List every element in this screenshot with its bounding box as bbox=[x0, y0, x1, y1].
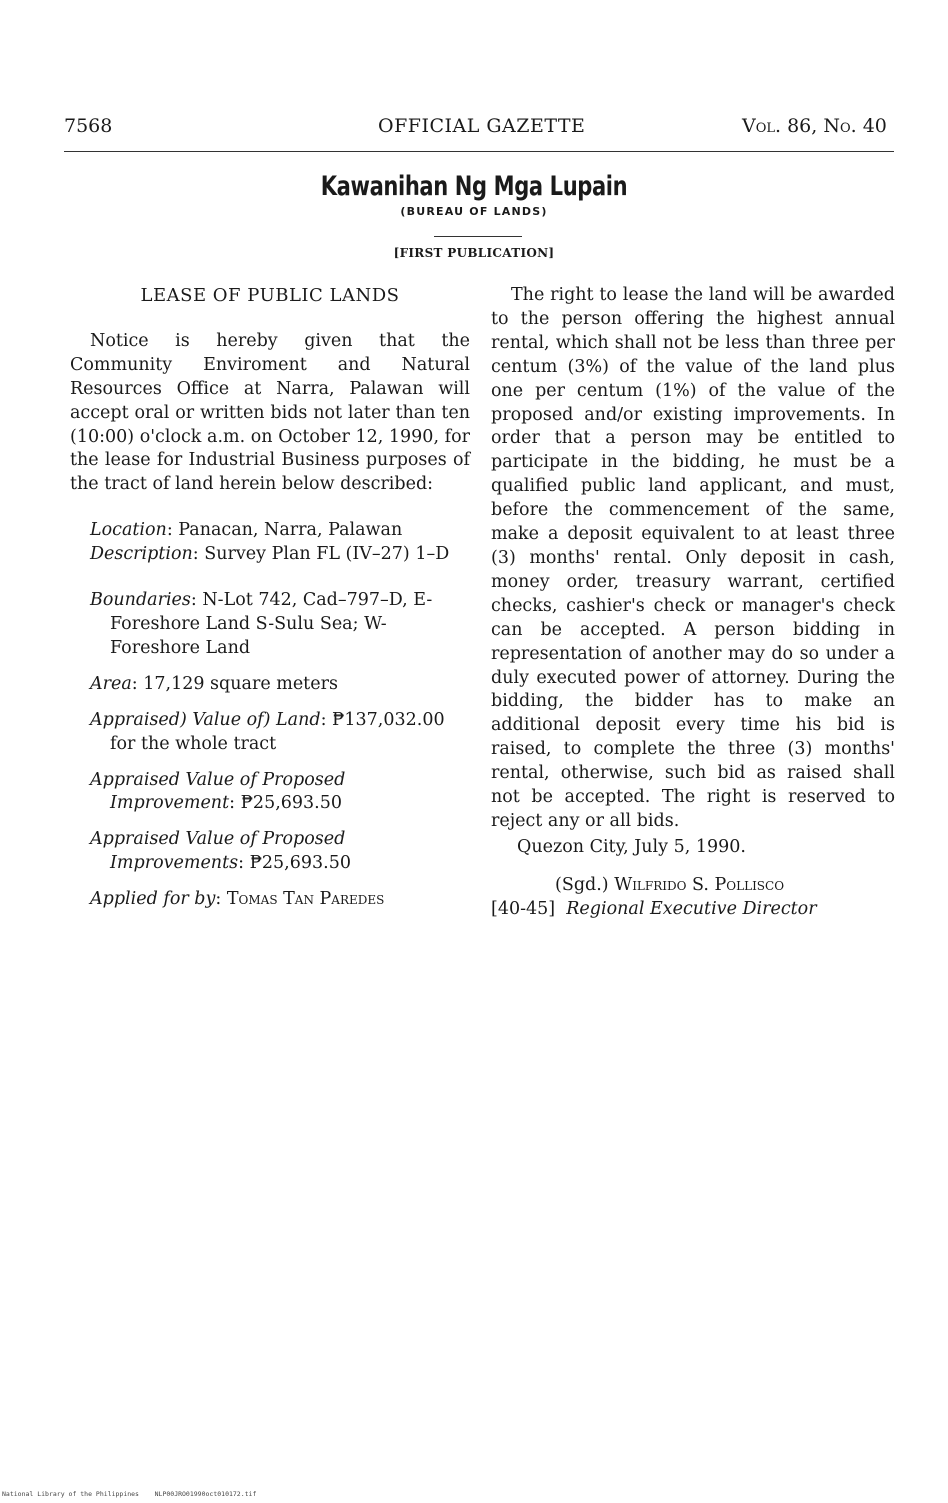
volume-issue: Vol. 86, No. 40 bbox=[742, 115, 887, 137]
place-date: Quezon City, July 5, 1990. bbox=[517, 836, 746, 857]
notice-left-column bbox=[70, 284, 470, 912]
item-location: Location: Panacan, Narra, Palawan bbox=[90, 520, 403, 541]
scan-footer bbox=[2, 1490, 256, 1498]
signature-line: (Sgd.) Wilfrido S. Pollisco bbox=[555, 874, 785, 895]
signatory-title: Regional Executive Director bbox=[566, 898, 817, 919]
footer-file-id: NLP00JRO01990oct010172.tif bbox=[154, 1490, 257, 1498]
signatory-title-line bbox=[491, 898, 895, 922]
item-improvement-value: Appraised Value of Proposed Improvement: ₱25,693.50 bbox=[90, 769, 346, 814]
item-description: Description: Survey Plan FL (IV–27) 1–D bbox=[90, 544, 450, 565]
item-area: Area: 17,129 square meters bbox=[90, 673, 338, 694]
footer-source: National Library of the Philippines bbox=[2, 1490, 139, 1498]
item-land-value: Appraised) Value of) Land: ₱137,032.00 for the whole tract bbox=[90, 709, 445, 754]
publication-title: OFFICIAL GAZETTE bbox=[378, 115, 586, 137]
agency-divider bbox=[434, 236, 522, 237]
agency-title: Kawanihan Ng Mga Lupain bbox=[320, 171, 628, 202]
signatory-name: Wilfrido S. Pollisco bbox=[614, 874, 785, 895]
notice-intro: Notice is hereby given that the Community Enviroment and Natural Resources Office at Narra, Palawan will accept oral or written bids not later than ten (10:00) o'clock a.m. on October 12, 1990, for the lease for Industrial Business purposes of the tract of land herein below described: bbox=[70, 330, 470, 495]
page-number: 7568 bbox=[64, 115, 113, 137]
publication-tag: [FIRST PUBLICATION] bbox=[393, 246, 555, 260]
applied-for-by: Applied for by: Tomas Tan Paredes bbox=[90, 889, 385, 910]
header-divider bbox=[64, 151, 894, 152]
notice-right-column bbox=[491, 284, 895, 922]
lease-terms: The right to lease the land will be awarded to the person offering the highest annual rental, which shall not be less than three per centum (3%) of the value of the land plus one per centum (1%) of the value of the proposed and/or existing improvements. In order that a person may be entitled to participate in the bidding, he must be a qualified public land applicant, and must, before the commencement of the same, make a deposit equivalent to at least three (3) months' rental. Only deposit in cash, money order, treasury warrant, certified checks, cashier's check or manager's check can be accepted. A person bidding in representation of another may do so under a duly executed power of attorney. During the bidding, the bidder has to make an additional deposit every time his bid is raised, to complete the three (3) months' rental, otherwise, such bid as raised shall not be accepted. The right is reserved to reject any or all bids. bbox=[491, 285, 895, 831]
issue-ref: [40-45] bbox=[491, 898, 556, 919]
applicant-name: Tomas Tan Paredes bbox=[226, 889, 385, 910]
item-boundaries: Boundaries: N-Lot 742, Cad–797–D, E-Foreshore Land S-Sulu Sea; W-Foreshore Land bbox=[90, 590, 433, 658]
agency-subtitle: (BUREAU OF LANDS) bbox=[400, 205, 548, 218]
item-improvements-value: Appraised Value of Proposed Improvements: ₱25,693.50 bbox=[90, 829, 351, 874]
notice-heading: LEASE OF PUBLIC LANDS bbox=[140, 285, 400, 306]
